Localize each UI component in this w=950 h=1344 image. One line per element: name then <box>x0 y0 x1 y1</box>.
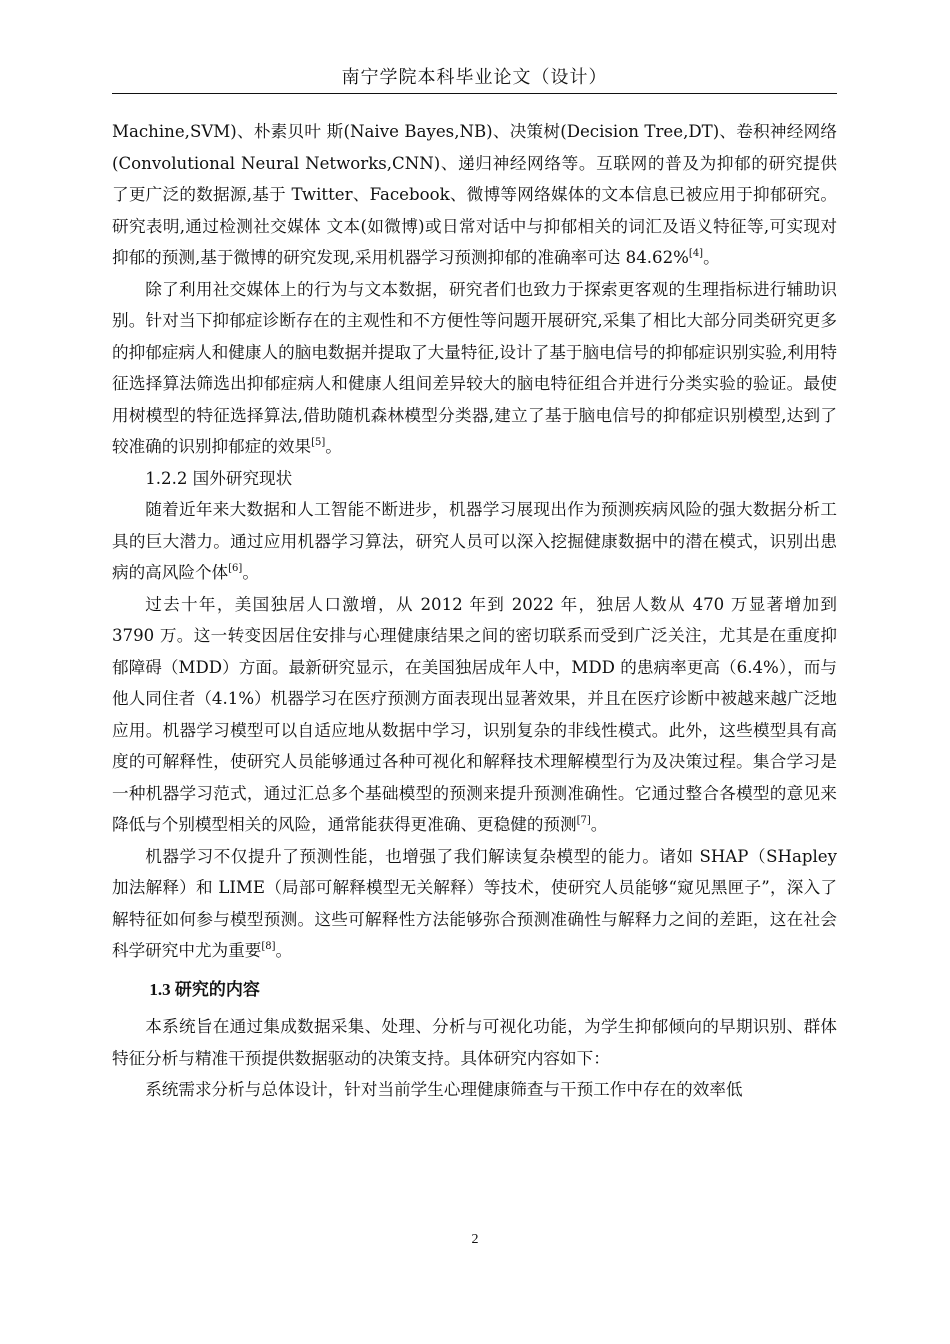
paragraph-1 <box>112 116 837 274</box>
citation-4[interactable]: [4] <box>688 248 704 259</box>
paragraph-7: 系统需求分析与总体设计，针对当前学生心理健康筛查与干预工作中存在的效率低 <box>145 1080 743 1099</box>
paragraph-5-end: 。 <box>275 941 293 960</box>
paragraph-2 <box>112 274 837 463</box>
page-body <box>112 116 837 1106</box>
running-header: 南宁学院本科毕业论文（设计） <box>341 67 608 88</box>
paragraph-3 <box>112 494 837 589</box>
paragraph-4 <box>112 589 837 841</box>
header-rule <box>112 93 837 94</box>
paragraph-3-end: 。 <box>242 563 259 582</box>
paragraph-1-end: 。 <box>703 248 720 267</box>
paragraph-6: 本系统旨在通过集成数据采集、处理、分析与可视化功能，为学生抑郁倾向的早期识别、群体特征分析与精准干预提供数据驱动的决策支持。具体研究内容如下： <box>112 1017 837 1068</box>
section-heading: 1.3 研究的内容 <box>149 979 260 999</box>
citation-7[interactable]: [7] <box>576 815 591 826</box>
paragraph-1-text: Machine,SVM)、朴素贝叶 斯(Naive Bayes,NB)、决策树(Decision Tree,DT)、卷积神经网络(Convolutional Neural Networks,CNN)、递归神经网络等。互联网的普及为抑郁的研究提供了更广泛的数据源,基于 Twitter、Facebook、微博等网络媒体的文本信息已被应用于抑郁研究。研究表明,通过检测社交媒体 文本(如微博)或日常对话中与抑郁相关的词汇及语义特征等,可实现对抑郁的预测,基于微博的研究发现,采用机器学习预测抑郁的准确率可达 84.62% <box>112 122 837 267</box>
citation-6[interactable]: [6] <box>228 563 243 574</box>
paragraph-4-text: 过去十年，美国独居人口激增，从 2012 年到 2022 年，独居人数从 470 万显著增加到 3790 万。这一转变因居住安排与心理健康结果之间的密切联系而受到广泛关注，尤其是在重度抑郁障碍（MDD）方面。最新研究显示，在美国独居成年人中，MDD 的患病率更高（6.4%），而与他人同住者（4.1%）机器学习在医疗预测方面表现出显著效果，并且在医疗诊断中被越来越广泛地应用。机器学习模型可以自适应地从数据中学习，识别复杂的非线性模式。此外，这些模型具有高度的可解释性，使研究人员能够通过各种可视化和解释技术理解模型行为及决策过程。集合学习是一种机器学习范式，通过汇总多个基础模型的预测来提升预测准确性。它通过整合各模型的意见来降低与个别模型相关的风险，通常能获得更准确、更稳健的预测 <box>112 594 837 834</box>
paragraph-2-text: 除了利用社交媒体上的行为与文本数据，研究者们也致力于探索更客观的生理指标进行辅助识别。针对当下抑郁症诊断存在的主观性和不方便性等问题开展研究,采集了相比大部分同类研究更多的抑郁症病人和健康人的脑电数据并提取了大量特征,设计了基于脑电信号的抑郁症识别实验,利用特征选择算法筛选出抑郁症病人和健康人组间差异较大的脑电特征组合并进行分类实验的验证。最使用树模型的特征选择算法,借助随机森林模型分类器,建立了基于脑电信号的抑郁症识别模型,达到了较准确的识别抑郁症的效果 <box>112 279 837 456</box>
paragraph-5-text: 机器学习不仅提升了预测性能，也增强了我们解读复杂模型的能力。诸如 SHAP（SHapley 加法解释）和 LIME（局部可解释模型无关解释）等技术，使研究人员能够“窥见黑匣子”，深入了解特征如何参与模型预测。这些可解释性方法能够弥合预测准确性与解释力之间的差距，这在社会科学研究中尤为重要 <box>112 846 837 960</box>
paragraph-2-end: 。 <box>325 437 342 456</box>
citation-5[interactable]: [5] <box>311 437 326 448</box>
paragraph-3-text: 随着近年来大数据和人工智能不断进步，机器学习展现出作为预测疾病风险的强大数据分析工具的巨大潜力。通过应用机器学习算法，研究人员可以深入挖掘健康数据中的潜在模式，识别出患病的高风险个体 <box>112 500 837 582</box>
page-number: 2 <box>471 1232 479 1247</box>
paragraph-5 <box>112 841 837 967</box>
paragraph-4-end: 。 <box>590 815 608 834</box>
citation-8[interactable]: [8] <box>261 941 276 952</box>
subsection-heading: 1.2.2 国外研究现状 <box>145 468 293 488</box>
